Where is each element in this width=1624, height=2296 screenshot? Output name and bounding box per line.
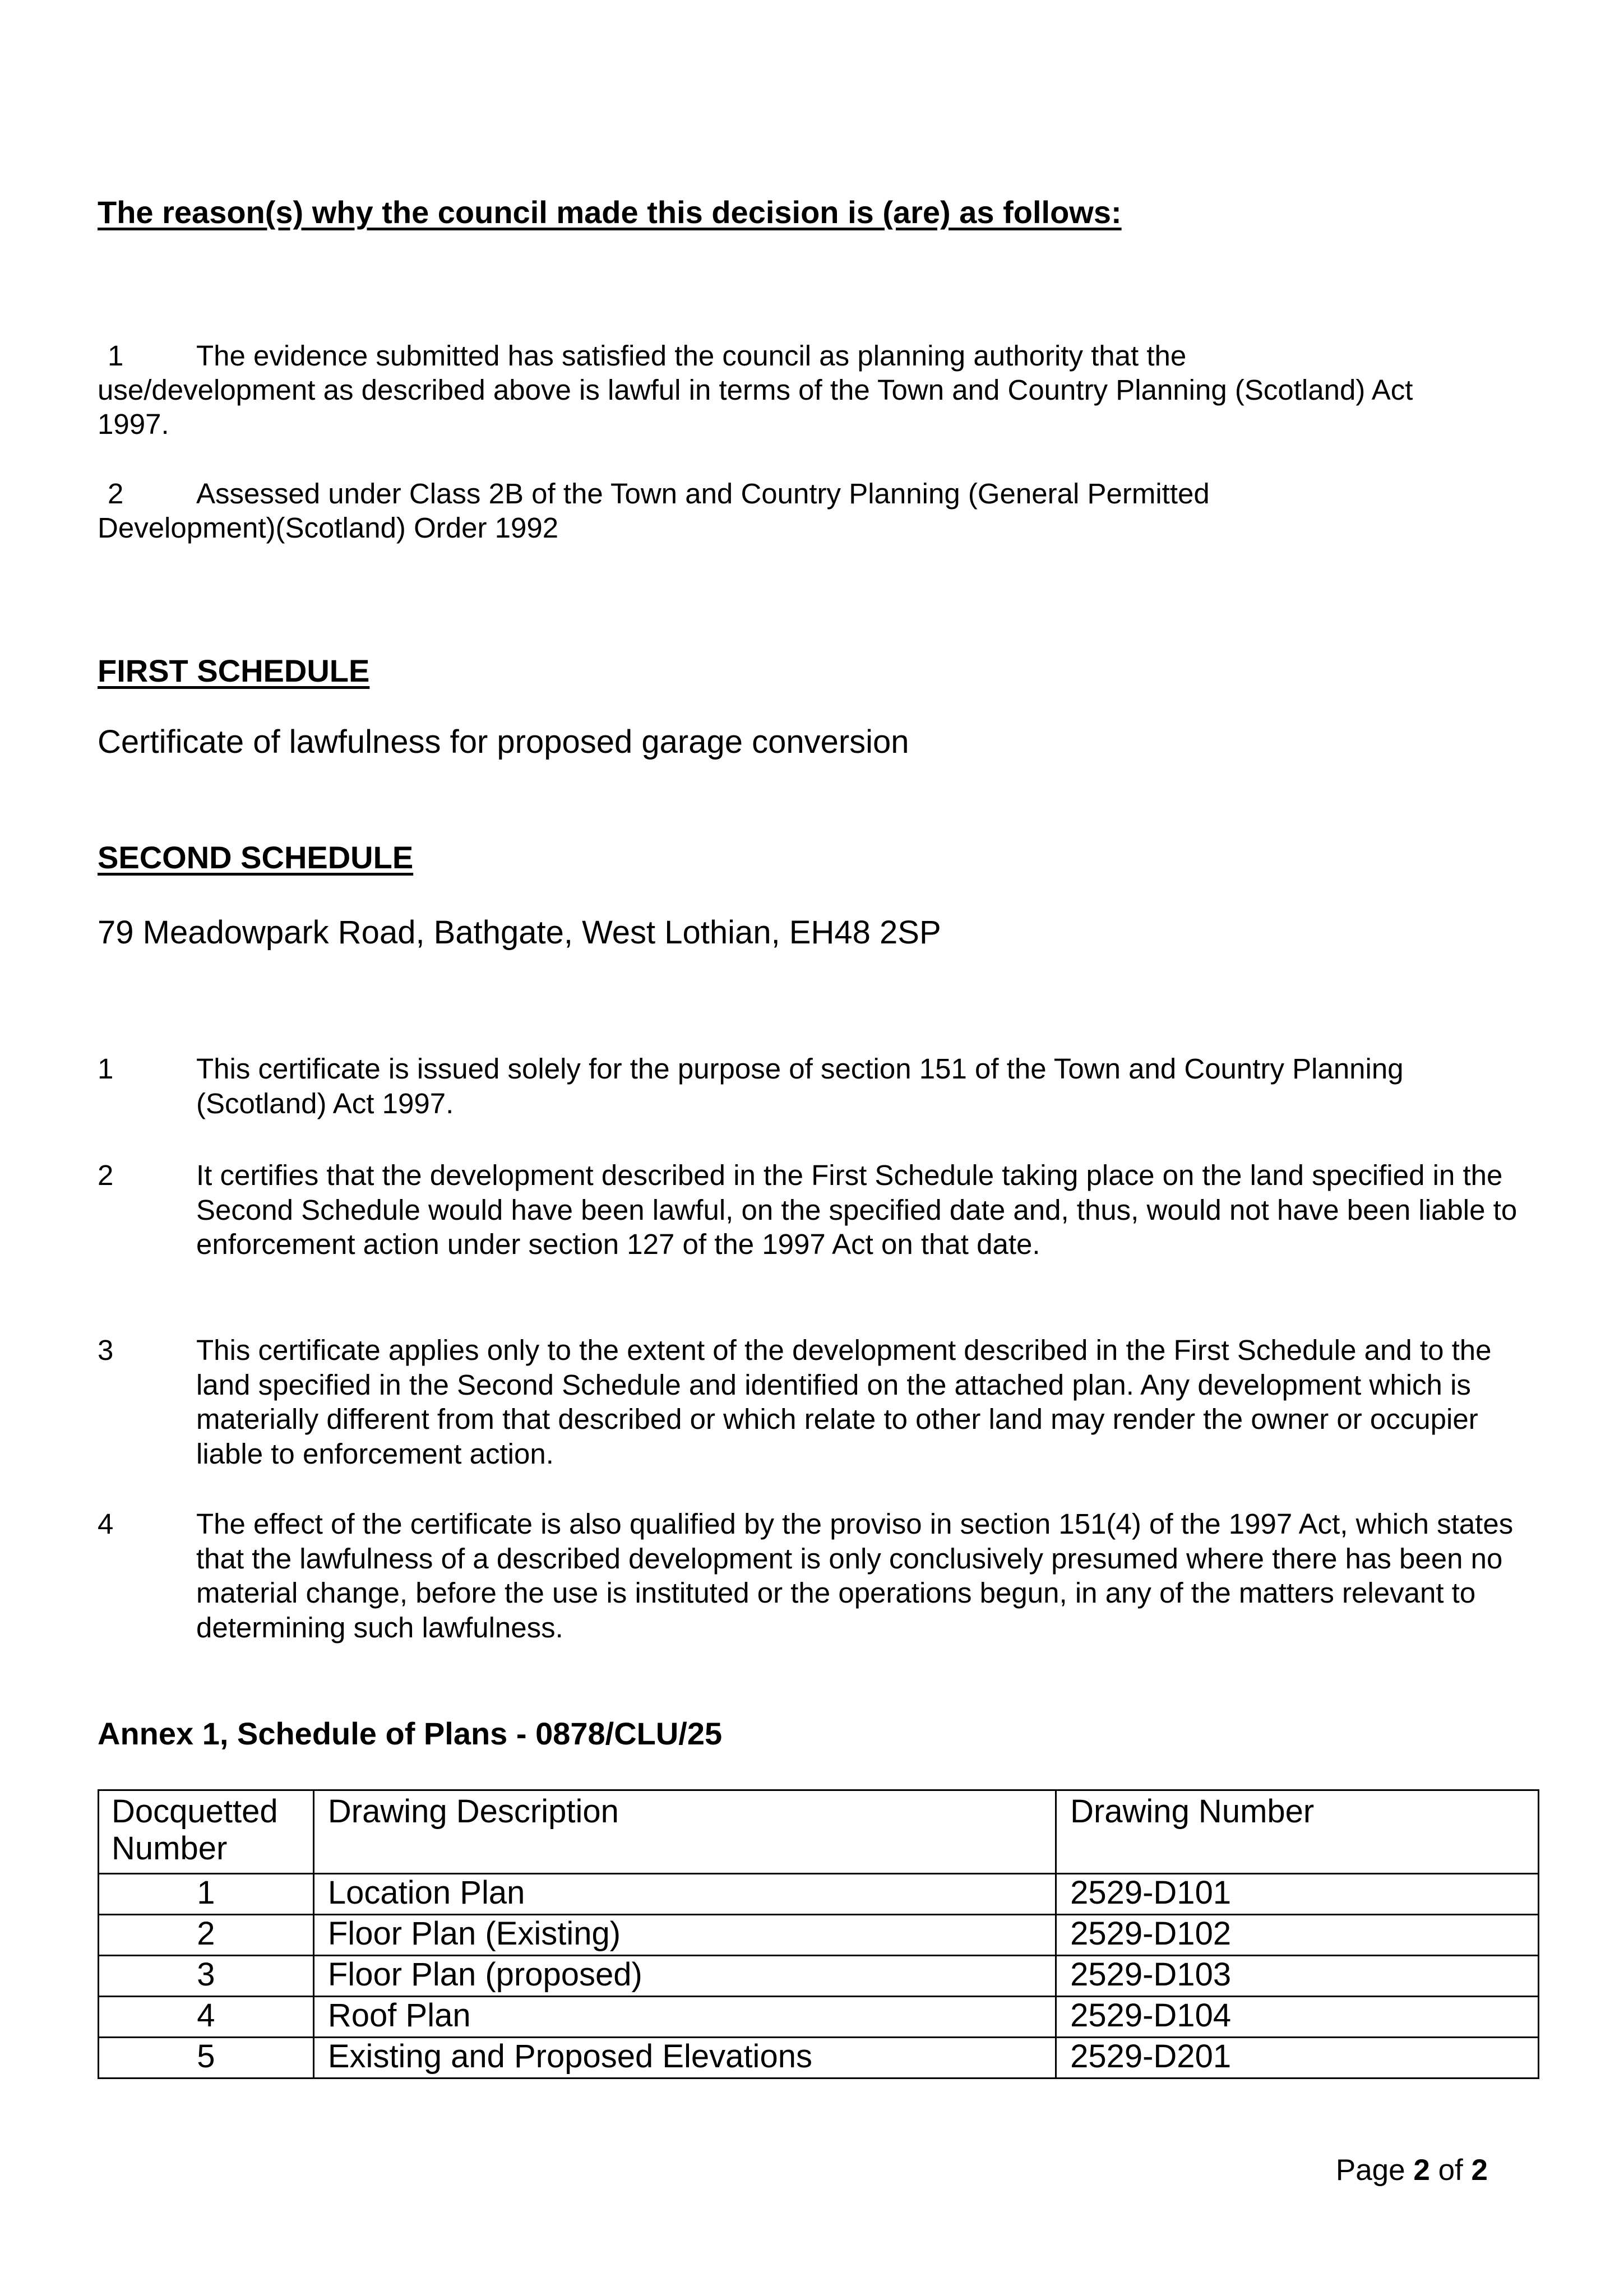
drawing-number-cell: 2529-D104 bbox=[1056, 1997, 1539, 2038]
note-3-number: 3 bbox=[98, 1334, 114, 1366]
reason-1-first-line: The evidence submitted has satisfied the council as planning authority that the bbox=[196, 340, 1187, 372]
drawing-number-cell: 2529-D101 bbox=[1056, 1874, 1539, 1915]
second-schedule-text: 79 Meadowpark Road, Bathgate, West Lothian, EH48 2SP bbox=[98, 914, 941, 951]
drawing-number-cell: 2529-D201 bbox=[1056, 2038, 1539, 2079]
reasons-heading: The reason(s) why the council made this decision is (are) as follows: bbox=[98, 195, 1122, 230]
table-row bbox=[99, 1915, 1539, 1956]
page-indicator bbox=[1336, 2153, 1488, 2187]
table-row bbox=[99, 2038, 1539, 2079]
note-2-number: 2 bbox=[98, 1159, 114, 1191]
docquetted-number-cell: 4 bbox=[99, 1997, 314, 2038]
plans-table bbox=[98, 1789, 1539, 2079]
reason-2-number: 2 bbox=[108, 478, 124, 510]
drawing-number-cell: 2529-D102 bbox=[1056, 1915, 1539, 1956]
reason-2-continuation: Development)(Scotland) Order 1992 bbox=[98, 512, 559, 544]
column-header-docquetted-number: Docquetted Number bbox=[99, 1790, 314, 1874]
docquetted-number-cell: 2 bbox=[99, 1915, 314, 1956]
first-schedule-heading: FIRST SCHEDULE bbox=[98, 653, 370, 688]
drawing-number-cell: 2529-D103 bbox=[1056, 1956, 1539, 1997]
column-header-drawing-description: Drawing Description bbox=[313, 1790, 1056, 1874]
reason-2-first-line: Assessed under Class 2B of the Town and Country Planning (General Permitted bbox=[196, 478, 1210, 510]
note-4-text: The effect of the certificate is also qualified by the proviso in section 151(4) of the 1997 Act, which states that the lawfulness of a described development is only conclusively presumed where there has been no material change, before the use is instituted or the operations begun, in any of the matters relevant to determining such lawfulness. bbox=[196, 1508, 1514, 1644]
docquetted-number-cell: 3 bbox=[99, 1956, 314, 1997]
drawing-description-cell: Location Plan bbox=[313, 1874, 1056, 1915]
second-schedule-heading: SECOND SCHEDULE bbox=[98, 840, 414, 875]
drawing-description-cell: Existing and Proposed Elevations bbox=[313, 2038, 1056, 2079]
note-1-text: This certificate is issued solely for the purpose of section 151 of the Town and Country Planning (Scotland) Act 1997. bbox=[196, 1053, 1404, 1119]
note-2-text: It certifies that the development described in the First Schedule taking place on the land specified in the Second Schedule would have been lawful, on the specified date and, thus, would not have been liable to enforcement action under section 127 of the 1997 Act on that date. bbox=[196, 1159, 1517, 1260]
column-header-drawing-number: Drawing Number bbox=[1056, 1790, 1539, 1874]
drawing-description-cell: Floor Plan (Existing) bbox=[313, 1915, 1056, 1956]
docquetted-number-cell: 5 bbox=[99, 2038, 314, 2079]
table-row bbox=[99, 1874, 1539, 1915]
table-row bbox=[99, 1997, 1539, 2038]
annex-title: Annex 1, Schedule of Plans - 0878/CLU/25 bbox=[98, 1716, 723, 1751]
note-4-number: 4 bbox=[98, 1508, 114, 1540]
table-row bbox=[99, 1956, 1539, 1997]
reason-1-number: 1 bbox=[108, 340, 124, 372]
docquetted-number-cell: 1 bbox=[99, 1874, 314, 1915]
note-1-number: 1 bbox=[98, 1053, 114, 1085]
note-3-text: This certificate applies only to the extent of the development described in the First Schedule and to the land specified in the Second Schedule and identified on the attached plan. Any development which is materially different from that described or which relate to other land may render the owner or occupier liable to enforcement action. bbox=[196, 1334, 1492, 1470]
drawing-description-cell: Roof Plan bbox=[313, 1997, 1056, 2038]
reason-1-continuation: use/development as described above is lawful in terms of the Town and Country Planning (Scotland) Act 1997. bbox=[98, 374, 1413, 440]
current-page-number: 2 bbox=[1413, 2154, 1430, 2187]
page-word: Page bbox=[1335, 2154, 1405, 2187]
drawing-description-cell: Floor Plan (proposed) bbox=[313, 1956, 1056, 1997]
of-word: of bbox=[1438, 2154, 1463, 2187]
table-header-row bbox=[99, 1790, 1539, 1874]
total-page-count: 2 bbox=[1471, 2154, 1488, 2187]
first-schedule-text: Certificate of lawfulness for proposed garage conversion bbox=[98, 724, 909, 760]
